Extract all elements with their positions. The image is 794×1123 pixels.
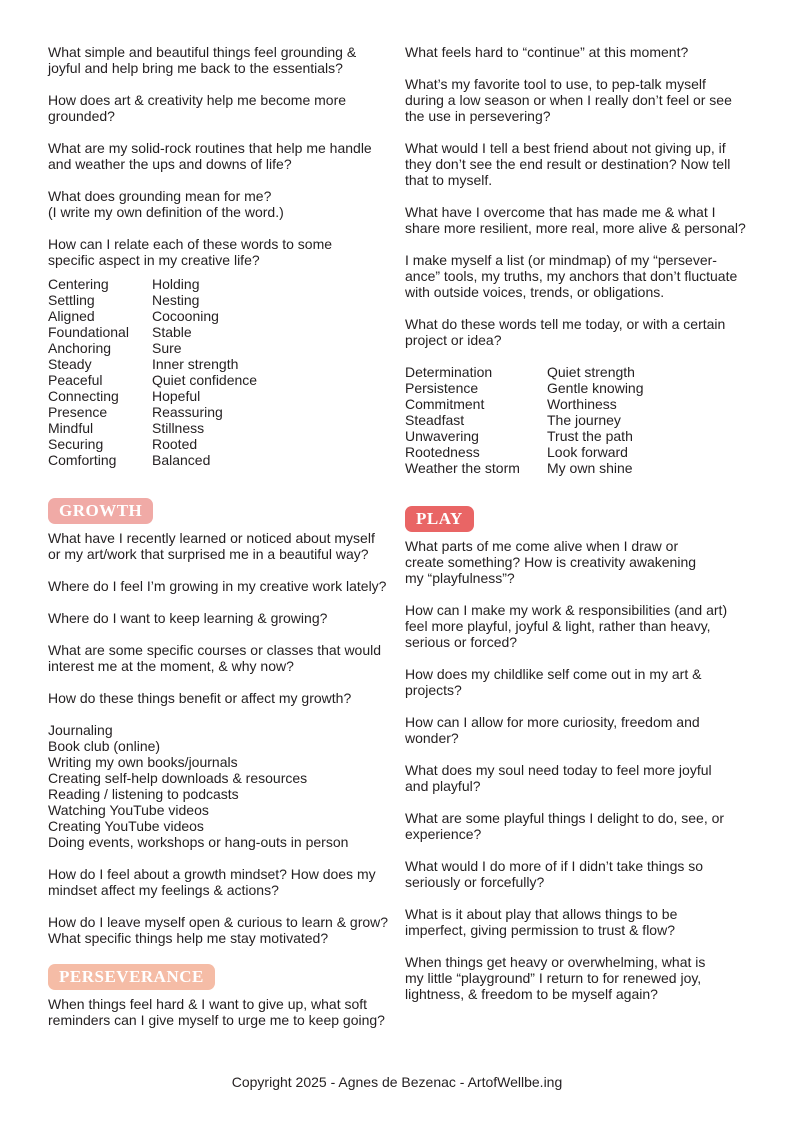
grounding-word: Quiet confidence xyxy=(152,372,258,388)
perseverance-question: What have I overcome that has made me & what I share more resilient, more real, more alive & personal? xyxy=(405,204,746,236)
list-item: Journaling xyxy=(48,722,113,738)
grounding-word: Stable xyxy=(152,324,192,340)
grounding-word: Comforting xyxy=(48,452,117,468)
play-question: What are some playful things I delight to do, see, or experience? xyxy=(405,810,725,842)
grounding-word: Rooted xyxy=(152,436,198,452)
perseverance-question: What do these words tell me today, or with a certain project or idea? xyxy=(405,316,726,348)
grounding-word: Balanced xyxy=(152,452,211,468)
grounding-word: Centering xyxy=(48,276,109,292)
grounding-word: Mindful xyxy=(48,420,94,436)
grounding-question: What does grounding mean for me? (I write my own definition of the word.) xyxy=(48,188,284,220)
perseverance-words-column-2 xyxy=(547,364,644,476)
perseverance-word: Worthiness xyxy=(547,396,617,412)
grounding-word: Holding xyxy=(152,276,200,292)
list-item: Creating self-help downloads & resources xyxy=(48,770,308,786)
perseverance-word-grid xyxy=(405,364,750,476)
growth-question: How do I feel about a growth mindset? How does my mindset affect my feelings & actions? xyxy=(48,866,376,898)
perseverance-word: Weather the storm xyxy=(405,460,520,476)
growth-question: How do these things benefit or affect my growth? xyxy=(48,690,352,706)
growth-activity-list xyxy=(48,722,393,850)
growth-question: What have I recently learned or noticed about myself or my art/work that surprised me in a beautiful way? xyxy=(48,530,375,562)
copyright-footer: Copyright 2025 - Agnes de Bezenac - ArtofWellbe.ing xyxy=(231,1074,563,1090)
left-column xyxy=(48,44,393,1044)
play-question: What parts of me come alive when I draw or create something? How is creativity awakening my “playfulness”? xyxy=(405,538,697,586)
list-item: Writing my own books/journals xyxy=(48,754,238,770)
grounding-word: Presence xyxy=(48,404,108,420)
perseverance-section-header: PERSEVERANCE xyxy=(48,964,215,990)
list-item: Creating YouTube videos xyxy=(48,818,204,834)
grounding-word: Inner strength xyxy=(152,356,239,372)
growth-question: Where do I want to keep learning & growing? xyxy=(48,610,328,626)
perseverance-word: Gentle knowing xyxy=(547,380,644,396)
play-question: When things get heavy or overwhelming, what is my little “playground” I return to for renewed joy, lightness, & freedom to be myself again? xyxy=(405,954,706,1002)
perseverance-word: Rootedness xyxy=(405,444,480,460)
play-question: How can I allow for more curiosity, freedom and wonder? xyxy=(405,714,700,746)
growth-question: What are some specific courses or classes that would interest me at the moment, & why now? xyxy=(48,642,382,674)
grounding-word: Stillness xyxy=(152,420,205,436)
grounding-word: Sure xyxy=(152,340,182,356)
grounding-word: Securing xyxy=(48,436,104,452)
perseverance-word: Quiet strength xyxy=(547,364,635,380)
perseverance-word: Unwavering xyxy=(405,428,479,444)
grounding-question: How can I relate each of these words to some specific aspect in my creative life? xyxy=(48,236,333,268)
play-question: What would I do more of if I didn’t take things so seriously or forcefully? xyxy=(405,858,704,890)
grounding-word: Steady xyxy=(48,356,92,372)
perseverance-words-column-1 xyxy=(405,364,547,476)
play-question: What does my soul need today to feel more joyful and playful? xyxy=(405,762,712,794)
play-question: What is it about play that allows things to be imperfect, giving permission to trust & flow? xyxy=(405,906,678,938)
list-item: Book club (online) xyxy=(48,738,161,754)
grounding-word: Reassuring xyxy=(152,404,223,420)
perseverance-question: When things feel hard & I want to give up, what soft reminders can I give myself to urge me to keep going? xyxy=(48,996,385,1028)
list-item: Reading / listening to podcasts xyxy=(48,786,239,802)
perseverance-question: I make myself a list (or mindmap) of my “persever- ance” tools, my truths, my anchors that don’t fluctuate with outside voices, trends, or obligations. xyxy=(405,252,738,300)
perseverance-question: What feels hard to “continue” at this moment? xyxy=(405,44,689,60)
perseverance-word: The journey xyxy=(547,412,621,428)
grounding-word: Foundational xyxy=(48,324,129,340)
growth-question: How do I leave myself open & curious to learn & grow? What specific things help me stay motivated? xyxy=(48,914,389,946)
grounding-word: Settling xyxy=(48,292,95,308)
grounding-word: Anchoring xyxy=(48,340,112,356)
grounding-word: Connecting xyxy=(48,388,119,404)
play-question: How can I make my work & responsibilities (and art) feel more playful, joyful & light, rather than heavy, serious or forced? xyxy=(405,602,728,650)
perseverance-word: Persistence xyxy=(405,380,479,396)
grounding-question: What simple and beautiful things feel grounding & joyful and help bring me back to the essentials? xyxy=(48,44,357,76)
grounding-word: Cocooning xyxy=(152,308,219,324)
perseverance-question: What’s my favorite tool to use, to pep-talk myself during a low season or when I really don’t feel or see the use in persevering? xyxy=(405,76,732,124)
grounding-word: Aligned xyxy=(48,308,95,324)
grounding-word: Nesting xyxy=(152,292,200,308)
play-section-header: PLAY xyxy=(405,506,474,532)
grounding-word: Hopeful xyxy=(152,388,201,404)
list-item: Watching YouTube videos xyxy=(48,802,209,818)
grounding-word: Peaceful xyxy=(48,372,103,388)
grounding-words-column-2 xyxy=(152,276,257,468)
list-item: Doing events, workshops or hang-outs in person xyxy=(48,834,349,850)
play-question: How does my childlike self come out in my art & projects? xyxy=(405,666,702,698)
perseverance-word: Determination xyxy=(405,364,493,380)
perseverance-word: Commitment xyxy=(405,396,485,412)
grounding-question: How does art & creativity help me become more grounded? xyxy=(48,92,347,124)
grounding-words-column-1 xyxy=(48,276,152,468)
perseverance-word: Steadfast xyxy=(405,412,465,428)
perseverance-word: Look forward xyxy=(547,444,628,460)
right-column xyxy=(405,44,750,1018)
perseverance-word: My own shine xyxy=(547,460,633,476)
growth-section-header: GROWTH xyxy=(48,498,153,524)
grounding-question: What are my solid-rock routines that help me handle and weather the ups and downs of life? xyxy=(48,140,372,172)
perseverance-word: Trust the path xyxy=(547,428,633,444)
growth-question: Where do I feel I’m growing in my creative work lately? xyxy=(48,578,387,594)
perseverance-question: What would I tell a best friend about not giving up, if they don’t see the end result or destination? Now tell that to myself. xyxy=(405,140,731,188)
grounding-word-grid xyxy=(48,276,393,468)
